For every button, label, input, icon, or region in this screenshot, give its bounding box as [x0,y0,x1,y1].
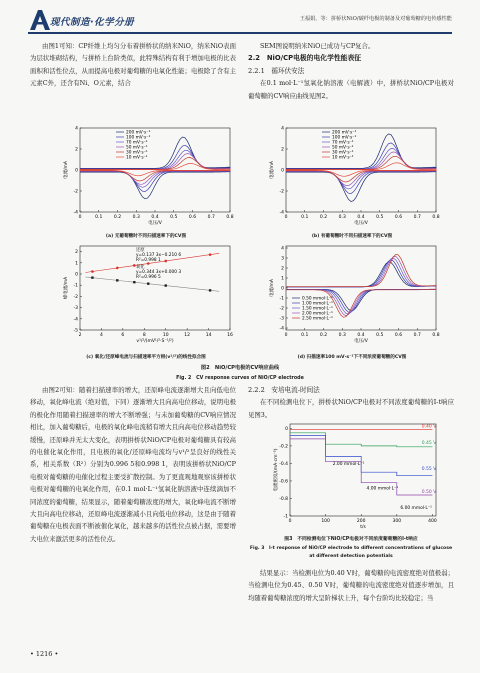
x-tick-label: 0.7 [207,215,215,220]
x-tick-label: 0.7 [413,215,421,220]
fig2-panel-b-caption: (b) 有葡萄糖时不同扫描速率下的CV图 [311,234,393,239]
x-tick-label: 0.6 [394,333,403,338]
potential-label: 0.40 V [421,424,437,430]
y-tick-label: -4 [73,210,78,216]
legend-label: 2.50 mmol·L⁻¹ [302,316,333,322]
legend-label: 1.50 mmol·L⁻¹ [302,306,333,312]
right-bottom-paragraph: 结果显示：当检测电位为0.40 V时，葡萄糖的电流密度绝对值极弱；当检测电位为0.45、0.50 V时，葡萄糖的电流密度绝对值逐步增加，且均随着葡萄糖浓度的增大呈阶梯状上升，每个台阶均比较稳定；当 [248,569,454,602]
section-2-2-1-paragraph: 在0.1 mol·L⁻¹氢氧化钠溶液（电解液）中，拼桥状NiO/CP电极对葡萄糖的CV响应曲线见图2。 [248,79,454,100]
oxidation-fit-text: y=0.344 3x+0.000 3 [136,270,182,275]
header-rule [28,32,452,34]
y-tick-label: 2 [75,147,78,153]
y-tick-label: 1 [75,261,78,267]
y-tick-label: -2 [279,189,284,195]
y-tick-label: 2 [75,250,78,256]
left-bottom-paragraph: 由图2可知：随着扫描速率的增大，还原峰电流逐渐增大且向低电位移动，氧化峰电流（绝对值，下同）逐渐增大且向高电位移动，说明电极的极化作用随着扫描速率的增大不断增强；与未加葡萄糖的CV响应情况相比，加入葡萄糖后，电极的氧化峰电流稍有增大且向高电位移动趋势较缓慢，还原峰并无太大变化，表明拼桥状NiO/CP电极对葡萄糖具有较高的电催化氧化作用，且电极的氧化/还原峰电流均与v¹/²呈良好的线性关系，相关系数（R²）分别为0.996 5和0.998 1，表明该拼桥状NiO/CP电极对葡萄糖的电催化过程主要受扩散控制。为了更直观地观察该拼桥状电极对葡萄糖的电氧化作用，在0.1 mol·L⁻¹氢氧化钠溶液中连续滴加不同浓度的葡萄糖，结果显示，随着葡萄糖浓度的增大，氧化峰电流不断增大且向高电位移动，还原峰电流逐渐减小且向低电位移动，这是由于随着葡萄糖在电极表面不断被催化氧化，越来越多的活性位点被占据，需要增大电位来激活更多的活性位点。 [30,386,236,543]
x-tick-label: 0.4 [151,215,159,220]
legend-label: 100 mV·s⁻¹ [126,135,151,141]
y-axis-label: 电流/mA [270,279,275,297]
x-tick-label: 0.1 [301,333,309,338]
potential-label: 0.45 V [421,440,437,446]
x-tick-label: 0.5 [376,215,384,220]
legend-label: 100 mV·s⁻¹ [332,135,357,141]
y-tick-label: 0 [281,286,284,292]
fig2-panel-a [56,124,236,232]
x-tick-label: 0.7 [413,333,421,338]
running-head: 王福娟，等：拼桥状NiO/碳纤电极的制备及对葡萄糖的电传感性能 [299,16,452,22]
y-axis-label: 峰电流/mA [64,276,69,300]
x-tick-label: 200 [356,519,366,524]
x-tick-label: 400 [428,519,437,524]
right-2-2-2-block [248,384,454,421]
x-tick-label: 2 [78,333,82,338]
right-top-block [248,40,454,102]
section-2-2-2-paragraph: 在不同检测电位下，拼桥状NiO/CP电极对不同浓度葡萄糖的I-t响应见图3。 [248,398,454,419]
legend-label: 30 mV·s⁻¹ [126,150,148,156]
legend-label: 50 mV·s⁻¹ [332,145,354,151]
reduction-point [164,260,167,263]
x-axis-label: 电压/V [354,339,368,344]
y-axis-label: 电流/mA [270,161,275,179]
fig3-chart [262,420,442,532]
it-curve [290,433,432,447]
y-tick-label: 4 [281,246,284,252]
right-top-paragraph: SEM图说明纳米NiO已成功与CP复合。 [260,42,375,50]
x-tick-label: 0.3 [132,215,140,220]
journal-title: 现代制造·化学分册 [50,17,135,28]
y-tick-label: -1 [279,296,284,302]
oxidation-point [147,282,149,284]
y-tick-label: -5 [73,328,78,334]
oxidation-point [133,281,135,283]
x-tick-label: 0.8 [432,215,440,220]
x-tick-label: 16 [227,333,233,338]
x-tick-label: 0.2 [113,215,122,220]
legend-label: 200 mV·s⁻¹ [332,130,357,136]
x-tick-label: 0.5 [376,333,384,338]
fig2-panel-d-caption: (d) 扫描速率100 mV·s⁻¹下不同浓度葡萄糖的CV图 [297,355,407,360]
reduction-fit-text: y=0.137 3x−0.210 6 [136,253,182,258]
fig3-caption-en: Fig. 3 I-t response of NiO/CP electrode to different concentrations of glucose at different detection potentials [249,546,453,559]
section-2-2-2-heading: 2.2.2 安培电流-时间法 [248,386,320,394]
x-tick-label: 0 [284,333,288,338]
fig2-panel-a-caption: (a) 无葡萄糖时不同扫描速率下的CV图 [105,234,187,239]
y-tick-label: -4 [73,317,78,323]
y-tick-label: 4 [281,126,284,132]
x-tick-label: 0 [288,519,292,524]
left-top-paragraph: 由图1可知：CP纤维上均匀分布着拼桥状的纳米NiO，纳米NiO表面为层状堆砌结构，与拼桥上台阶类似，此特殊结构有利于增加电极的比表面积和活性位点，从而提高电极对葡萄糖的电氧化性能；电极除了含有主元素C外，还含有Ni、O元素，结合 [30,42,236,88]
y-tick-label: -4 [279,210,284,216]
reduction-fit-text: 还原 [136,248,145,253]
y-tick-label: 3 [281,256,284,262]
x-tick-label: 6 [121,333,125,338]
x-tick-label: 0.1 [95,215,103,220]
y-tick-label: 0 [281,168,284,174]
potential-label: 0.50 V [421,489,437,495]
legend-label: 70 mV·s⁻¹ [332,140,354,146]
reduction-fit-text: R²=0.998 1 [136,258,161,263]
x-tick-label: 0.3 [338,215,346,220]
legend-label: 30 mV·s⁻¹ [332,150,354,156]
y-tick-label: -2 [73,294,78,300]
concentration-label: 6.00 mmol·L⁻¹ [400,505,432,511]
oxidation-fit-text: 氧化 [136,265,145,270]
y-tick-label: -2 [73,189,78,195]
x-axis-label: t/s [360,525,366,530]
y-tick-label: 0 [75,168,78,174]
y-tick-label: 0 [75,272,78,278]
fig3-caption-cn: 图3 不同检测电位下NiO/CP电极对不同浓度葡萄糖的I-t响应 [284,537,418,542]
fig2-panel-c-caption: (c) 氧化/还原峰电流与扫描速率平方根(v¹/²)的线性拟合图 [86,355,206,360]
legend-label: 200 mV·s⁻¹ [126,130,151,136]
x-tick-label: 8 [142,333,146,338]
oxidation-point [91,276,93,278]
y-axis-label: 电流密度/(mA·cm⁻²) [274,448,279,492]
y-tick-label: -0.8 [279,496,288,502]
potential-label: 0.55 V [421,467,437,473]
x-tick-label: 0.4 [357,215,365,220]
oxidation-point [209,289,211,291]
concentration-label: 2.00 mmol·L⁻¹ [332,462,365,468]
fig2-caption-en: Fig. 2 CV response curves of NiO/CP electrode [176,376,304,381]
x-tick-label: 0.2 [319,333,328,338]
legend-label: 10 mV·s⁻¹ [332,155,354,161]
y-tick-label: 1 [281,276,284,282]
x-tick-label: 0.1 [301,215,309,220]
y-tick-label: -0.2 [279,444,288,450]
concentration-label: 4.00 mmol·L⁻¹ [366,486,399,492]
x-tick-label: 0.3 [338,333,346,338]
reduction-point [91,270,94,273]
fig2-panel-d [262,242,442,352]
oxidation-point [165,284,167,286]
reduction-point [116,267,119,270]
x-tick-label: 0.6 [394,215,403,220]
plot-frame [290,424,436,516]
legend-label: 1.00 mmol·L⁻¹ [302,301,333,307]
oxidation-fit-text: R²=0.996 5 [136,275,161,280]
fig2-panel-b [262,124,442,232]
y-tick-label: -4 [279,326,284,332]
y-tick-label: -0.4 [279,461,288,467]
x-tick-label: 300 [392,519,402,524]
y-tick-label: -1 [283,514,288,520]
x-axis-label: 电压/V [354,221,368,226]
journal-logo-icon [28,8,50,32]
x-tick-label: 0.5 [170,215,178,220]
x-tick-label: 0 [78,215,82,220]
x-tick-label: 10 [162,333,169,338]
y-axis-label: 电流/mA [64,161,69,179]
x-axis-label: v¹/²/(mV¹/²·S⁻¹/²) [136,339,174,344]
x-axis-label: 电压/V [148,221,162,226]
fig2-caption-cn: 图2 NiO/CP电极的CV响应曲线 [200,365,280,371]
x-tick-label: 0.8 [432,333,440,338]
legend-label: 0.50 mmol·L⁻¹ [302,296,333,302]
x-tick-label: 0.8 [226,215,234,220]
y-tick-label: -0.6 [279,479,288,485]
x-tick-label: 0 [284,215,288,220]
y-tick-label: -1 [73,283,78,289]
x-tick-label: 0.4 [357,333,365,338]
legend-label: 10 mV·s⁻¹ [126,155,148,161]
y-tick-label: -2 [279,306,284,312]
oxidation-point [116,279,118,281]
x-tick-label: 0.2 [319,215,328,220]
reduction-point [209,253,212,256]
legend-label: 70 mV·s⁻¹ [126,140,148,146]
x-tick-label: 14 [205,333,212,338]
section-2-2-1-heading: 2.2.1 循环伏安法 [248,66,305,75]
y-tick-label: 2 [281,147,284,153]
y-tick-label: 2 [281,266,284,272]
x-tick-label: 100 [321,519,330,524]
y-tick-label: 4 [75,126,78,132]
section-2-2-heading: 2.2 NiO/CP电极的电化学性能表征 [248,54,362,63]
legend-label: 2.00 mmol·L⁻¹ [302,311,333,317]
y-tick-label: -3 [73,306,78,312]
page-number: • 1216 • [30,650,59,658]
x-tick-label: 0.6 [188,215,197,220]
y-tick-label: 0 [285,426,288,432]
y-tick-label: -3 [279,316,284,322]
x-tick-label: 4 [99,333,103,338]
x-tick-label: 12 [184,333,191,338]
fig2-panel-c [56,242,236,352]
legend-label: 50 mV·s⁻¹ [126,145,148,151]
